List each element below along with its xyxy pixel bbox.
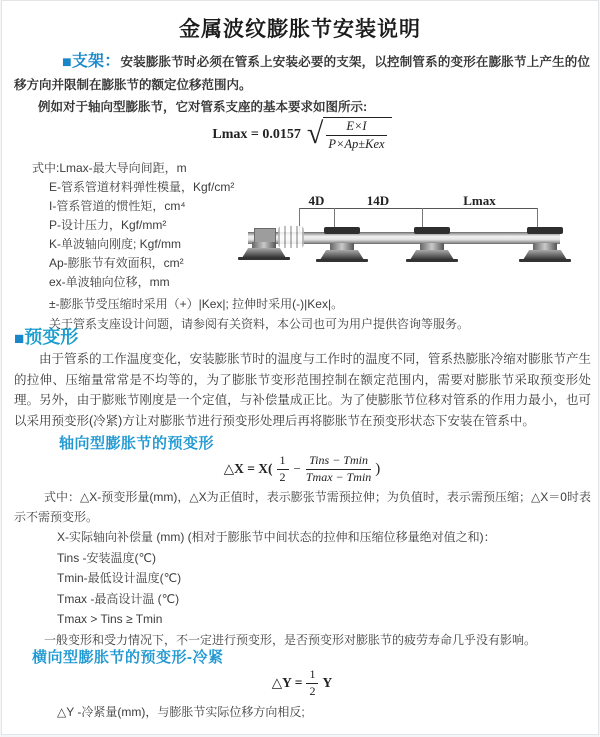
axial-note: Tins -安装温度(℃): [57, 550, 157, 565]
support-section: [14, 51, 590, 118]
axial-note: 式中：△X-预变形量(mm)，△X为正值时，表示膨张节需预拉伸；为负值时，表示需预压缩；△X＝0时表示不需预变形。: [14, 490, 591, 524]
radical-sign-icon: √: [306, 117, 324, 150]
where-clause: 式中:Lmax-最大导向间距，m: [32, 161, 187, 175]
support-cap: [414, 227, 450, 234]
support-base: [238, 257, 290, 260]
dim-label-14d: 14D: [366, 193, 390, 208]
fraction-numerator: 1: [306, 668, 318, 684]
dim-label-lmax: Lmax: [463, 193, 496, 208]
definition-line: I-管系管道的惯性矩，cm⁴: [49, 199, 186, 213]
axial-subheading: 轴向型膨胀节的预变形: [59, 435, 215, 452]
fraction-denominator: 2: [309, 683, 316, 698]
support-neck: [533, 243, 557, 251]
section-square-icon: ■: [62, 54, 72, 71]
document-page: [1, 0, 599, 735]
axial-formula-lhs: △X = X(: [223, 461, 273, 477]
consult-note: 关于管系支座设计问题，请参阅有关资料，本公司也可为用户提供咨询等服务。: [49, 317, 470, 331]
axial-note: 一般变形和受力情况下，不一定进行预变形，是否预变形对膨胀节的疲劳寿命几乎没有影响。: [44, 632, 537, 647]
definition-line: Ap-膨胀节有效面积，cm²: [49, 256, 184, 270]
lateral-formula-rhs: Y: [322, 675, 333, 691]
square-root: [307, 117, 392, 152]
lmax-formula-numerator: E×I: [346, 119, 367, 133]
page-title: 金属波纹膨胀节安装说明: [179, 18, 421, 41]
radical-body: [323, 117, 391, 152]
definition-line: K-单波轴向刚度; Kgf/mm: [49, 237, 182, 251]
axial-note: X-实际轴向补偿量 (mm) (相对于膨胀节中间状态的拉伸和压缩位移量绝对值之和)：: [57, 530, 496, 544]
section-square-icon: ■: [14, 329, 25, 348]
dim-label-4d: 4D: [308, 193, 325, 208]
support-intro-text: 安装膨胀节时必须在管系上安装必要的支架，以控制管系的变形在膨胀节上产生的位移方向并限制在膨胀节的额定位移范围内。: [14, 55, 590, 92]
plus-minus-note: ±-膨胀节受压缩时采用（+）|Kex|; 拉伸时采用(-)|Kex|。: [49, 297, 344, 311]
fraction-denominator: 2: [279, 469, 286, 484]
support-section-heading: 支架：: [71, 53, 121, 70]
support-neck: [330, 243, 354, 251]
fraction-denominator: Tmax − Tmin: [305, 469, 372, 484]
temperature-fraction: [306, 454, 371, 485]
support-intro-paragraph: [14, 51, 590, 96]
pipe-support-diagram: [242, 195, 564, 267]
support-base: [519, 259, 571, 262]
predeform-paragraph: 由于管系的工作温度变化，安装膨胀节时的温度与工作时的温度不同，管系热膨胀冷缩对膨胀节产生的拉伸、压缩量常常是不均等的，为了膨胀节变形范围控制在额定范围内，需要对膨胀节采取预变形处理。另外，由于膨账节刚度是一个定值，与补偿量成正比。为了使膨胀节位移对管系的作用力最小，也可以采用预变形(冷紧)方让对膨胀节进行预变形处理后再将膨胀节在预变形状态下安装在管系中。: [14, 352, 591, 428]
support-cap: [527, 227, 563, 234]
lateral-formula: [2, 668, 599, 699]
minus-operator: −: [293, 461, 301, 477]
definition-line: P-设计压力，Kgf/mm²: [49, 218, 167, 232]
support-base: [316, 259, 368, 262]
definition-line: E-管系管道材料弹性模量，Kgf/cm²: [49, 180, 235, 194]
lmax-formula-lhs: Lmax = 0.0157: [212, 126, 301, 142]
support-cap: [324, 227, 360, 234]
bellows-expansion-joint: [278, 226, 304, 248]
axial-notes: [14, 488, 591, 650]
axial-note: Tmin-最低设计温度(℃): [57, 571, 182, 585]
closing-paren: ): [375, 460, 381, 477]
lateral-formula-lhs: △Y =: [271, 675, 303, 691]
lmax-formula-denominator: P×Ap±Kex: [328, 137, 385, 151]
lateral-subheading: 横向型膨胀节的预变形-冷紧: [32, 649, 224, 666]
predeform-section-heading: [14, 323, 78, 349]
fraction-numerator: Tins − Tmin: [306, 454, 371, 470]
support-example-line: 例如对于轴向型膨胀节，它对管系支座的基本要求如图所示:: [38, 100, 368, 114]
support-base: [406, 259, 458, 262]
predeform-heading-text: 预变形: [24, 327, 79, 347]
definition-line: ex-单波轴向位移，mm: [49, 275, 170, 289]
fraction-numerator: 1: [277, 454, 289, 470]
axial-note: Tmax > Tins ≥ Tmin: [57, 612, 163, 626]
support-neck: [420, 243, 444, 251]
fraction-one-half: [306, 668, 318, 699]
lmax-formula: [2, 117, 599, 152]
axial-formula: [2, 454, 599, 485]
lateral-note: △Y -冷紧量(mm)，与膨胀节实际位移方向相反;: [57, 705, 305, 719]
axial-note: Tmax -最高设计温 (℃): [57, 591, 180, 606]
fraction-one-half: [277, 454, 289, 485]
